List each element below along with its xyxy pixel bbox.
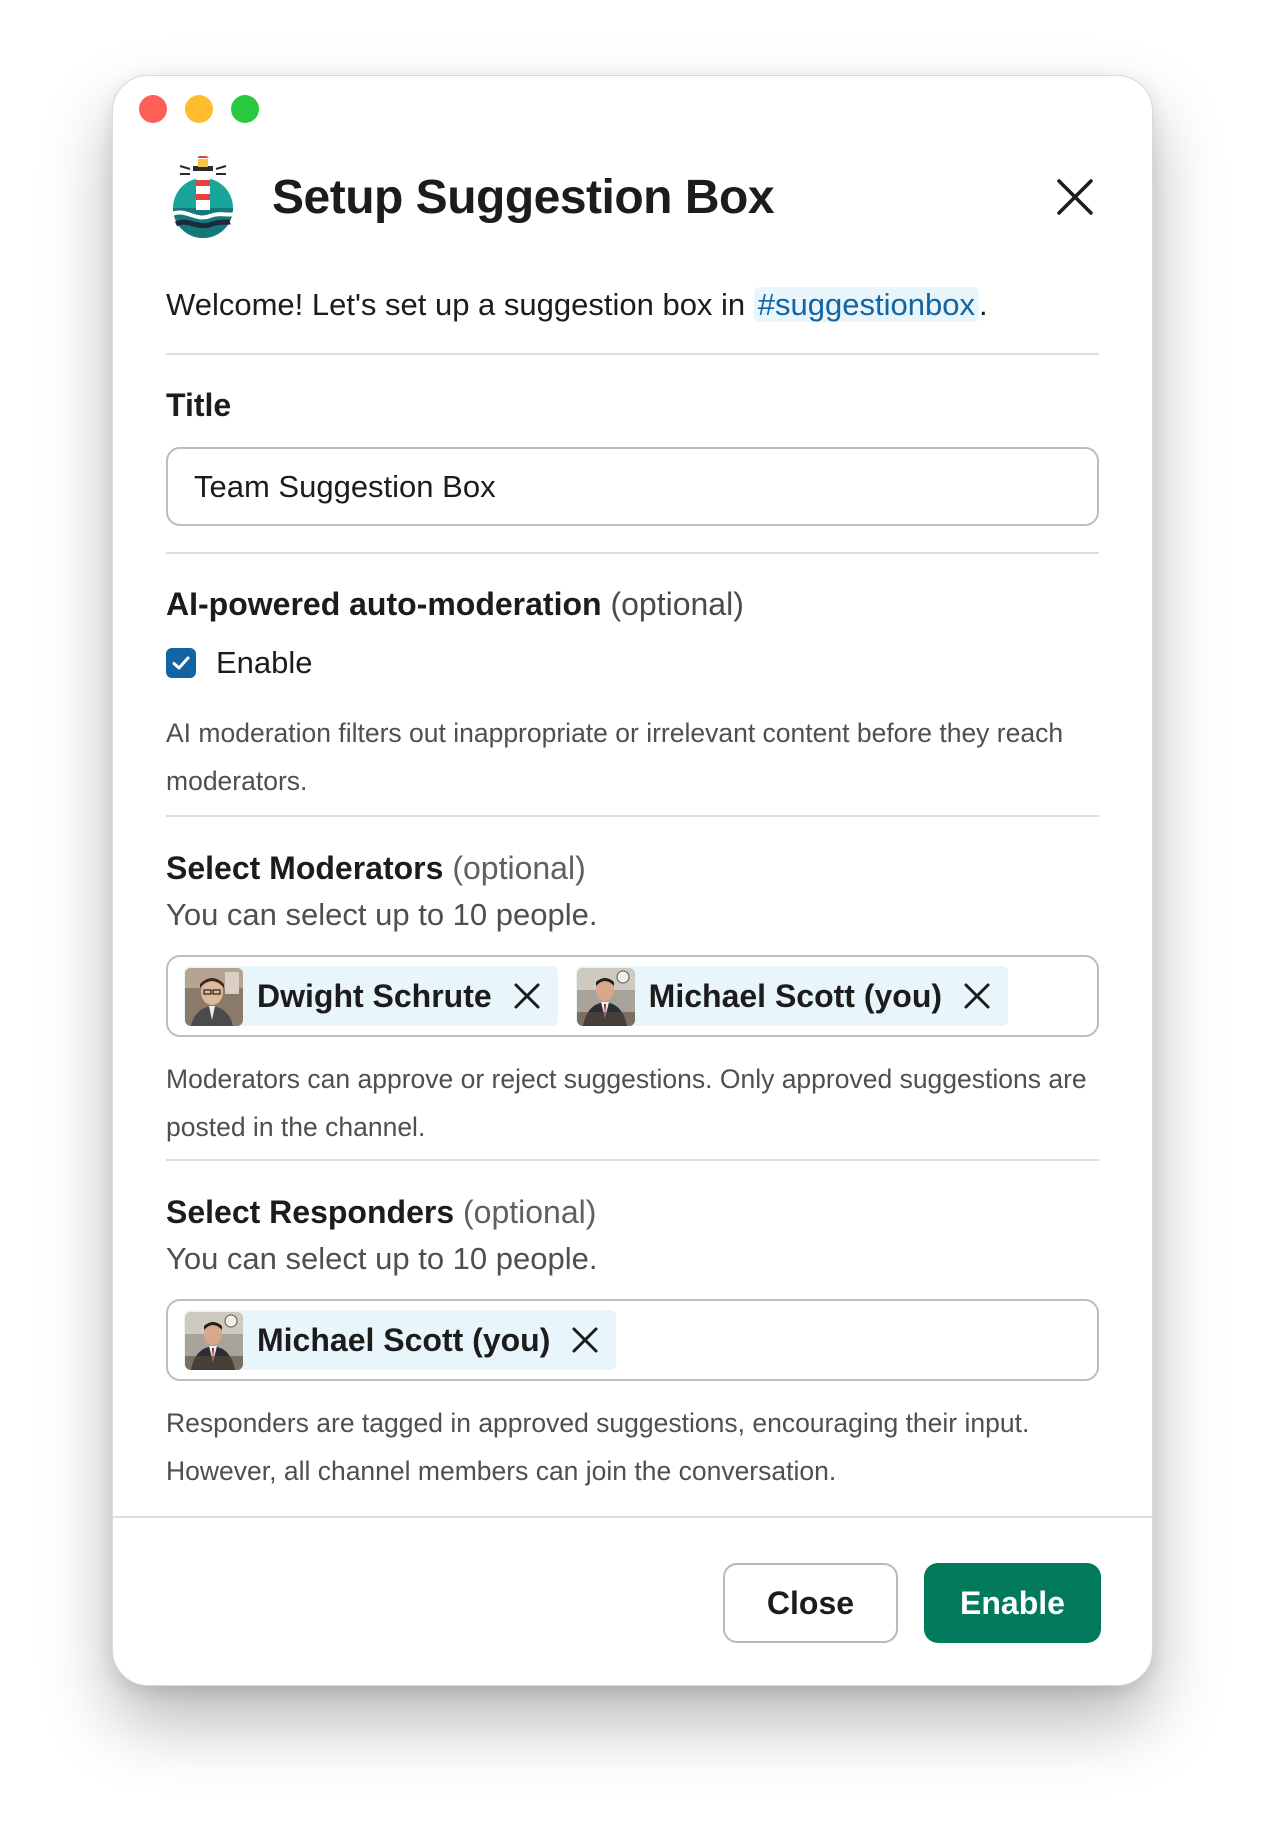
footer-divider [113, 1516, 1152, 1518]
responders-select[interactable] [166, 1299, 1099, 1381]
moderator-chip-dwight[interactable] [184, 966, 558, 1026]
responders-sub: You can select up to 10 people. [166, 1241, 598, 1277]
ai-enable-checkbox[interactable] [166, 648, 196, 678]
moderators-sub: You can select up to 10 people. [166, 897, 598, 933]
avatar [185, 1312, 243, 1370]
window-zoom-dot[interactable] [231, 95, 259, 123]
modal-header [166, 156, 1099, 238]
chip-name: Dwight Schrute [257, 977, 492, 1014]
window-minimize-dot[interactable] [185, 95, 213, 123]
responder-chip-michael[interactable] [184, 1310, 616, 1370]
close-icon[interactable] [960, 979, 994, 1013]
close-button[interactable]: Close [723, 1563, 898, 1643]
title-label: Title [166, 387, 232, 424]
chip-name: Michael Scott (you) [257, 1321, 551, 1358]
optional-tag: (optional) [610, 586, 744, 623]
enable-button[interactable]: Enable [924, 1563, 1101, 1643]
moderators-label-text: Select Moderators [166, 850, 444, 887]
avatar [185, 968, 243, 1026]
divider [166, 353, 1099, 355]
title-input[interactable] [166, 447, 1099, 526]
ai-help-text: AI moderation filters out inappropriate or irrelevant content before they reach moderators. [166, 718, 1064, 797]
welcome-lead: Welcome! Let's set up a suggestion box in [166, 287, 754, 322]
optional-tag: (optional) [452, 850, 586, 887]
ai-moderation-label [166, 586, 1099, 623]
responders-label-text: Select Responders [166, 1194, 455, 1231]
close-icon[interactable] [568, 1323, 602, 1357]
ai-enable-checkbox-row[interactable] [166, 645, 1099, 681]
modal-body [166, 286, 1099, 1495]
window-close-dot[interactable] [139, 95, 167, 123]
responders-label [166, 1194, 1099, 1231]
close-icon[interactable] [510, 979, 544, 1013]
modal-title: Setup Suggestion Box [272, 170, 775, 224]
optional-tag: (optional) [463, 1194, 597, 1231]
avatar [577, 968, 635, 1026]
divider [166, 552, 1099, 554]
traffic-lights [139, 95, 259, 123]
moderator-chip-michael[interactable] [576, 966, 1008, 1026]
divider [166, 1159, 1099, 1161]
chip-name: Michael Scott (you) [648, 977, 943, 1014]
welcome-text [166, 286, 1099, 353]
welcome-suffix: . [978, 287, 988, 322]
ai-moderation-label-text: AI-powered auto-moderation [166, 586, 602, 623]
moderators-help-text: Moderators can approve or reject suggestions. Only approved suggestions are posted in the channel. [166, 1064, 1087, 1143]
lighthouse-icon [166, 156, 240, 238]
divider [166, 815, 1099, 817]
modal-window [112, 75, 1153, 1686]
channel-link[interactable]: #suggestionbox [754, 287, 979, 322]
close-icon[interactable] [1051, 173, 1099, 221]
ai-enable-label: Enable [216, 645, 313, 681]
moderators-select[interactable] [166, 955, 1099, 1037]
checkmark-icon [170, 652, 192, 674]
moderators-label [166, 850, 1099, 887]
title-input-value: Team Suggestion Box [194, 468, 496, 504]
responders-help-text: Responders are tagged in approved suggestions, encouraging their input. However, all channel members can join the conversation. [166, 1408, 1030, 1487]
